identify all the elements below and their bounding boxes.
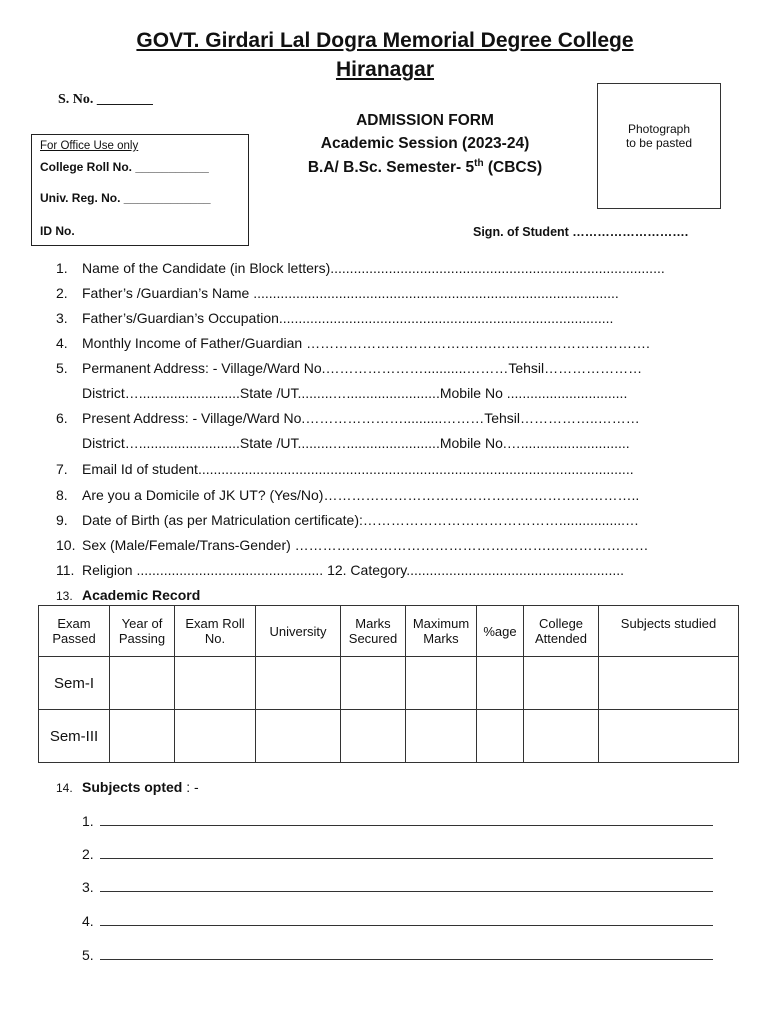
list-item[interactable] bbox=[56, 512, 639, 528]
semester-suffix: (CBCS) bbox=[483, 159, 543, 177]
item-number: 3. bbox=[56, 310, 68, 326]
item-text: District…..........................State /UT.........…........................Mobile No.…............................ bbox=[82, 435, 630, 451]
item-text: Name of the Candidate (in Block letters)...................................................................................... bbox=[82, 260, 665, 276]
college-roll-field[interactable]: College Roll No. ___________ bbox=[40, 160, 209, 174]
item-number: 1. bbox=[56, 260, 68, 276]
academic-num: 13. bbox=[56, 589, 73, 603]
subject-line-blank[interactable] bbox=[100, 813, 713, 826]
semester-sup: th bbox=[474, 158, 484, 169]
list-item[interactable] bbox=[56, 285, 619, 301]
list-item[interactable] bbox=[56, 461, 634, 477]
id-field[interactable]: ID No. bbox=[40, 224, 75, 238]
subject-line[interactable] bbox=[82, 913, 713, 929]
table-cell[interactable] bbox=[175, 710, 256, 763]
academic-title: Academic Record bbox=[82, 587, 201, 603]
item-text: Email Id of student................................................................................................................ bbox=[82, 461, 634, 477]
list-item[interactable] bbox=[56, 260, 665, 276]
semester-line bbox=[250, 158, 600, 177]
subject-line-number: 4. bbox=[82, 913, 94, 929]
serial-number: S. No. ________ bbox=[58, 92, 153, 107]
subject-line[interactable] bbox=[82, 947, 713, 963]
subject-line-number: 2. bbox=[82, 846, 94, 862]
col-college-attended: College Attended bbox=[524, 606, 599, 657]
row-label-sem3: Sem-III bbox=[39, 710, 110, 763]
subject-line[interactable] bbox=[82, 879, 713, 895]
table-cell[interactable] bbox=[256, 657, 341, 710]
office-use-heading: For Office Use only bbox=[40, 140, 139, 152]
subject-line[interactable] bbox=[82, 846, 713, 862]
photo-box bbox=[597, 83, 721, 209]
subject-line-blank[interactable] bbox=[100, 846, 713, 859]
item-text: District…..........................State /UT.........…........................Mobile No ............................... bbox=[82, 385, 628, 401]
college-location: Hiranagar bbox=[335, 58, 435, 81]
list-item[interactable] bbox=[56, 385, 627, 401]
subject-line[interactable] bbox=[82, 813, 713, 829]
table-cell[interactable] bbox=[524, 710, 599, 763]
item-text: Sex (Male/Female/Trans-Gender) ……………………………………………….………………… bbox=[82, 537, 649, 553]
table-cell[interactable] bbox=[524, 657, 599, 710]
col-percentage: %age bbox=[477, 606, 524, 657]
item-text: Permanent Address: - Village/Ward No.…………………...........………Tehsil………………… bbox=[82, 360, 643, 376]
table-cell[interactable] bbox=[599, 657, 739, 710]
univ-reg-field[interactable]: Univ. Reg. No. _____________ bbox=[40, 191, 211, 205]
academic-record-table bbox=[38, 605, 739, 763]
col-subjects-studied: Subjects studied bbox=[599, 606, 739, 657]
list-item[interactable] bbox=[56, 335, 650, 351]
item-text: Are you a Domicile of JK UT? (Yes/No)………………………………………………………….. bbox=[82, 487, 640, 503]
item-number: 8. bbox=[56, 487, 68, 503]
table-row bbox=[39, 710, 739, 763]
item-number: 7. bbox=[56, 461, 68, 477]
student-signature: Sign. of Student ………………………. bbox=[473, 225, 689, 239]
college-name: GOVT. Girdari Lal Dogra Memorial Degree College bbox=[136, 29, 634, 52]
item-number: 4. bbox=[56, 335, 68, 351]
col-maximum-marks: Maximum Marks bbox=[406, 606, 477, 657]
item-text: Date of Birth (as per Matriculation certificate):…………………………………….................… bbox=[82, 512, 640, 528]
subject-line-blank[interactable] bbox=[100, 947, 713, 960]
item-text: Monthly Income of Father/Guardian ………………………………….……………………………. bbox=[82, 335, 650, 351]
table-cell[interactable] bbox=[341, 710, 406, 763]
item-number: 2. bbox=[56, 285, 68, 301]
list-item[interactable] bbox=[56, 360, 642, 376]
subjects-title: Subjects opted bbox=[82, 779, 183, 795]
item-text: Religion ................................................ 12. Category........................................................ bbox=[82, 562, 625, 578]
subject-line-number: 1. bbox=[82, 813, 94, 829]
subject-line-blank[interactable] bbox=[100, 879, 713, 892]
item-number: 6. bbox=[56, 410, 68, 426]
col-marks-secured: Marks Secured bbox=[341, 606, 406, 657]
list-item[interactable] bbox=[56, 310, 613, 326]
table-cell[interactable] bbox=[110, 657, 175, 710]
item-number: 10. bbox=[56, 537, 76, 553]
item-number: 9. bbox=[56, 512, 68, 528]
subject-line-number: 5. bbox=[82, 947, 94, 963]
item-text: Present Address: - Village/Ward No.…………………..........………Tehsil……………..……… bbox=[82, 410, 640, 426]
table-cell[interactable] bbox=[477, 710, 524, 763]
list-item[interactable] bbox=[56, 487, 639, 503]
table-cell[interactable] bbox=[477, 657, 524, 710]
academic-record-heading bbox=[56, 587, 200, 605]
table-cell[interactable] bbox=[256, 710, 341, 763]
list-item[interactable] bbox=[56, 410, 640, 426]
subject-line-number: 3. bbox=[82, 879, 94, 895]
col-university: University bbox=[256, 606, 341, 657]
table-cell[interactable] bbox=[110, 710, 175, 763]
table-cell[interactable] bbox=[406, 710, 477, 763]
list-item[interactable] bbox=[56, 537, 649, 553]
col-exam-roll-no: Exam Roll No. bbox=[175, 606, 256, 657]
col-exam-passed: Exam Passed bbox=[39, 606, 110, 657]
item-number: 11. bbox=[56, 562, 75, 578]
form-title: ADMISSION FORM bbox=[356, 112, 494, 129]
semester-prefix: B.A/ B.Sc. Semester- 5 bbox=[307, 159, 475, 177]
row-label-sem1: Sem-I bbox=[39, 657, 110, 710]
table-header-row bbox=[39, 606, 739, 657]
photo-line1: Photograph bbox=[627, 122, 691, 136]
table-cell[interactable] bbox=[406, 657, 477, 710]
table-cell[interactable] bbox=[599, 710, 739, 763]
item-text: Father’s/Guardian’s Occupation...................................................................................... bbox=[82, 310, 614, 326]
table-cell[interactable] bbox=[175, 657, 256, 710]
subjects-opted-heading bbox=[56, 779, 199, 797]
photo-line2: to be pasted bbox=[625, 136, 693, 150]
item-number: 5. bbox=[56, 360, 68, 376]
academic-session: Academic Session (2023-24) bbox=[320, 135, 530, 152]
subject-line-blank[interactable] bbox=[100, 913, 713, 926]
subjects-num: 14. bbox=[56, 781, 73, 795]
subjects-suffix: : - bbox=[182, 779, 199, 795]
list-item[interactable] bbox=[56, 562, 624, 578]
table-cell[interactable] bbox=[341, 657, 406, 710]
item-text: Father’s /Guardian’s Name .............................................................................................. bbox=[82, 285, 619, 301]
col-year-of-passing: Year of Passing bbox=[110, 606, 175, 657]
office-use-box bbox=[31, 134, 249, 246]
list-item[interactable] bbox=[56, 435, 630, 451]
table-row bbox=[39, 657, 739, 710]
